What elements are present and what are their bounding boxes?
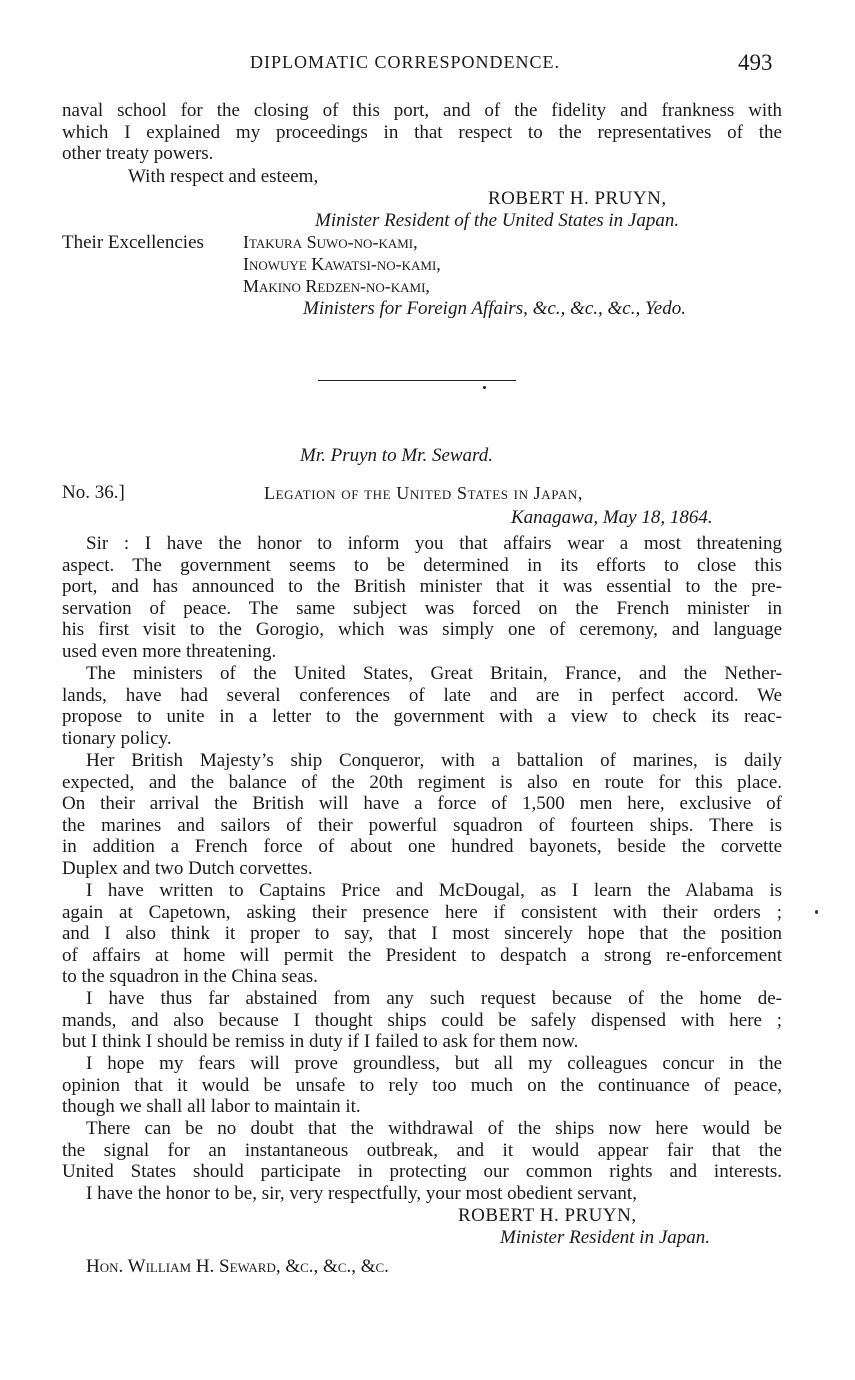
letter2-signature-title: Minister Resident in Japan. (500, 1227, 711, 1248)
text-line: aspect. The government seems to be determined in its efforts to close this (62, 554, 782, 576)
text-line: Her British Majesty’s ship Conqueror, with a battalion of marines, is daily (86, 750, 782, 771)
text-line: other treaty powers. (62, 143, 214, 165)
addressee-prefix: Their Excellencies (62, 232, 204, 253)
addressee-3: Makino Redzen-no-kami, (243, 276, 430, 296)
addressee-title: Ministers for Foreign Affairs, &c., &c., &c., Yedo. (303, 298, 686, 319)
text-line: of affairs at home will permit the President to despatch a strong re-enforcement (62, 944, 782, 966)
letter2-closing: I have the honor to be, sir, very respectfully, your most obedient servant, (86, 1183, 637, 1204)
letter1-continuation (62, 100, 782, 165)
text-line: the marines and sailors of their powerful squadron of fourteen ships. There is (62, 814, 782, 836)
letter1-signature: ROBERT H. PRUYN, (488, 188, 667, 209)
page-number: 493 (738, 50, 773, 75)
text-line: I have thus far abstained from any such request because of the home de- (86, 988, 782, 1009)
text-line: again at Capetown, asking their presence here if consistent with their orders ; (62, 901, 782, 923)
stray-mark (815, 910, 818, 914)
text-line: On their arrival the British will have a force of 1,500 men here, exclusive of (62, 793, 782, 815)
paragraph-2 (62, 663, 782, 749)
text-line: his first visit to the Gorogio, which was simply one of ceremony, and language (62, 619, 782, 641)
text-line: Sir : I have the honor to inform you that affairs wear a most threatening (86, 533, 782, 554)
addressee-2: Inowuye Kawatsi-no-kami, (243, 254, 441, 274)
text-line: United States should participate in protecting our common rights and interests. (62, 1161, 782, 1183)
letter1-closing: With respect and esteem, (128, 166, 319, 187)
text-line: The ministers of the United States, Great Britain, France, and the Nether- (86, 663, 782, 684)
letter2-heading: Mr. Pruyn to Mr. Seward. (300, 445, 493, 466)
text-line: which I explained my proceedings in that respect to the representatives of the (62, 121, 782, 143)
paragraph-5 (62, 988, 782, 1053)
text-line: though we shall all labor to maintain it. (62, 1096, 361, 1118)
letter2-number: No. 36.] (62, 482, 125, 503)
text-line: Duplex and two Dutch corvettes. (62, 857, 313, 879)
text-line: the signal for an instantaneous outbreak, and it would appear fair that the (62, 1139, 782, 1161)
paragraph-6 (62, 1053, 782, 1118)
text-line: expected, and the balance of the 20th regiment is also en route for this place. (62, 771, 782, 793)
text-line: tionary policy. (62, 727, 172, 749)
paragraph-1 (62, 533, 782, 663)
text-line: naval school for the closing of this port, and of the fidelity and frankness with (62, 100, 782, 121)
text-line: I have written to Captains Price and McDougal, as I learn the Alabama is (86, 880, 782, 901)
text-line: servation of peace. The same subject was forced on the French minister in (62, 597, 782, 619)
text-fragment: opinion that it would be unsafe to rely too much on the continuance of peace, (62, 1074, 782, 1096)
text-line: in addition a French force of about one hundred bayonets, beside the corvette (62, 836, 782, 858)
letter2-recipient: Hon. William H. Seward, &c., &c., &c. (86, 1256, 389, 1277)
running-title: DIPLOMATIC CORRESPONDENCE. (250, 52, 561, 72)
text-line: There can be no doubt that the withdrawal of the ships now here would be (86, 1118, 782, 1139)
text-line: propose to unite in a letter to the government with a view to check its reac- (62, 706, 782, 728)
letter2-legation: Legation of the United States in Japan, (264, 483, 583, 503)
text-line: I hope my fears will prove groundless, but all my colleagues concur in the (86, 1053, 782, 1074)
text-line: but I think I should be remiss in duty if I failed to ask for them now. (62, 1031, 579, 1053)
paragraph-7 (62, 1118, 782, 1183)
paragraph-3 (62, 750, 782, 880)
text-line: port, and has announced to the British minister that it was essential to the pre- (62, 576, 782, 598)
paragraph-4 (62, 880, 782, 988)
text-line: and I also think it proper to say, that I most sincerely hope that the position (62, 923, 782, 945)
text-line: used even more threatening. (62, 640, 277, 662)
addressee-1: Itakura Suwo-no-kami, (243, 232, 418, 252)
text-line: lands, have had several conferences of late and are in perfect accord. We (62, 684, 782, 706)
text-line: to the squadron in the China seas. (62, 966, 318, 988)
letter1-signature-title: Minister Resident of the United States in Japan. (315, 210, 680, 231)
divider-dot (483, 386, 486, 389)
letter2-place-date: Kanagawa, May 18, 1864. (511, 507, 713, 528)
section-divider (318, 380, 516, 381)
text-line: mands, and also because I thought ships could be safely dispensed with here ; (62, 1009, 782, 1031)
letter2-signature: ROBERT H. PRUYN, (458, 1205, 637, 1226)
text-line (62, 1075, 782, 1097)
